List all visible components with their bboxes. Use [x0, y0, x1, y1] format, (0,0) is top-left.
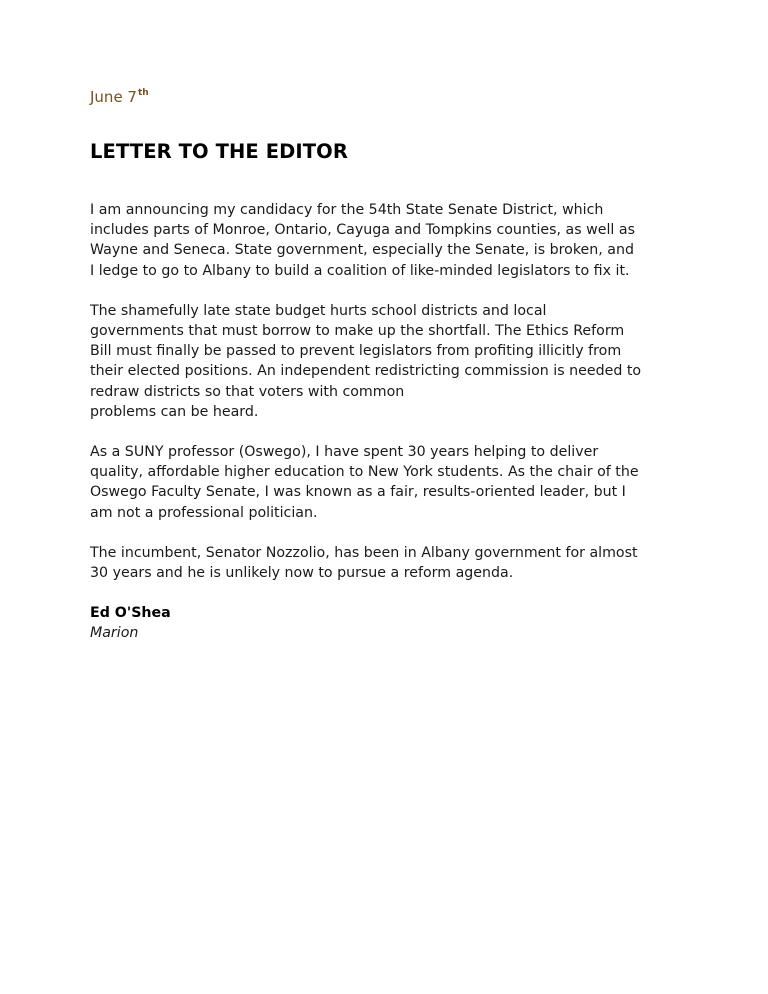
date-suffix: th	[137, 88, 149, 98]
letter-date	[90, 88, 149, 106]
letter-heading: LETTER TO THE EDITOR	[90, 140, 348, 163]
paragraph-line: 30 years and he is unlikely now to pursue a reform agenda.	[90, 565, 514, 582]
paragraph-line: includes parts of Monroe, Ontario, Cayuga and Tompkins counties, as well as	[90, 222, 635, 239]
letter-body	[90, 200, 690, 603]
paragraph-1	[90, 200, 690, 281]
paragraph-line: Bill must finally be passed to prevent legislators from profiting illicitly from	[90, 343, 622, 360]
paragraph-line: redraw districts so that voters with common	[90, 383, 405, 400]
paragraph-line: quality, affordable higher education to New York students. As the chair of the	[90, 464, 639, 481]
paragraph-line: Oswego Faculty Senate, I was known as a fair, results-oriented leader, but I	[90, 484, 626, 501]
paragraph-line: their elected positions. An independent redistricting commission is needed to	[90, 363, 642, 380]
paragraph-line: governments that must borrow to make up the shortfall. The Ethics Reform	[90, 323, 625, 340]
signature-block	[90, 603, 171, 643]
paragraph-line: The shamefully late state budget hurts school districts and local	[90, 302, 547, 319]
paragraph-3	[90, 442, 690, 523]
paragraph-4	[90, 543, 690, 583]
paragraph-line: Wayne and Seneca. State government, especially the Senate, is broken, and	[90, 242, 634, 259]
date-text: June 7	[90, 88, 137, 106]
paragraph-line: problems can be heard.	[90, 403, 259, 420]
signature-name: Ed O'Shea	[90, 605, 171, 621]
paragraph-line: The incumbent, Senator Nozzolio, has been in Albany government for almost	[90, 544, 638, 561]
paragraph-line: am not a professional politician.	[90, 504, 318, 521]
signature-place: Marion	[90, 625, 139, 642]
paragraph-line: As a SUNY professor (Oswego), I have spent 30 years helping to deliver	[90, 444, 599, 461]
paragraph-2	[90, 301, 690, 422]
paragraph-line: I ledge to go to Albany to build a coalition of like-minded legislators to fix it.	[90, 262, 630, 279]
paragraph-line: I am announcing my candidacy for the 54th State Senate District, which	[90, 202, 604, 218]
